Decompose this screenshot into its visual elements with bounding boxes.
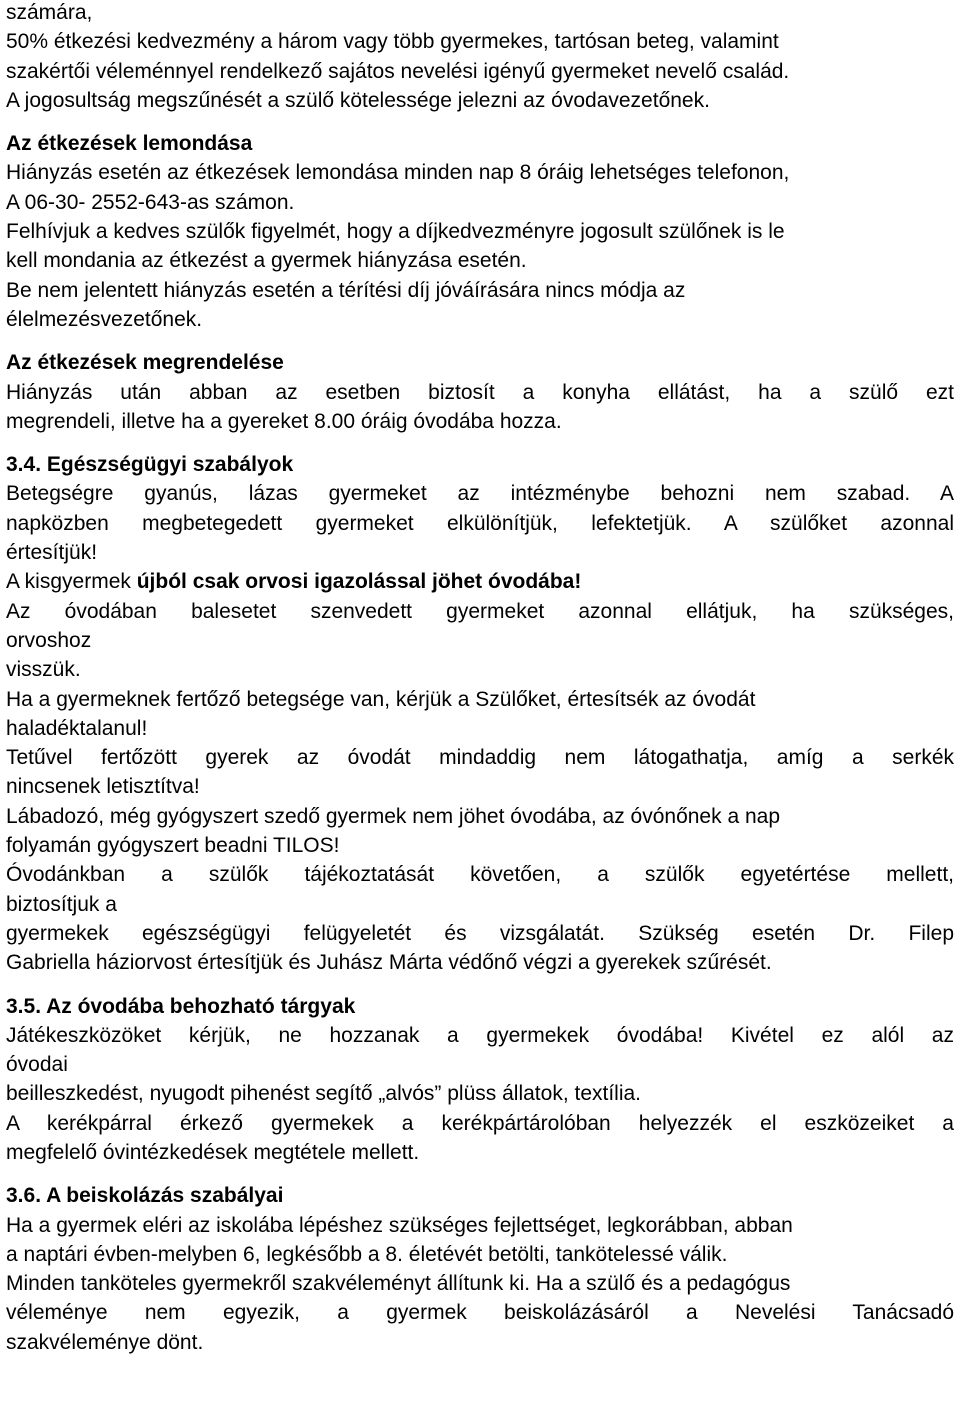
text-line: Az óvodában balesetet szenvedett gyermeket azonnal ellátjuk, ha szükséges, bbox=[6, 599, 954, 623]
text-line: számára, bbox=[6, 1, 93, 24]
spacer bbox=[6, 436, 954, 450]
text-line: Ha a gyermeknek fertőző betegsége van, kérjük a Szülőket, értesítsék az óvodát bbox=[6, 687, 756, 711]
text-line: Be nem jelentett hiányzás esetén a térítési díj jóváírására nincs módja az bbox=[6, 278, 686, 302]
emphasis-text: újból csak orvosi igazolással jöhet óvodába! bbox=[136, 570, 582, 594]
text-line: értesítjük! bbox=[6, 541, 98, 565]
heading-allowed-items: 3.5. Az óvodába behozható tárgyak bbox=[6, 994, 356, 1018]
text-line: Hiányzás esetén az étkezések lemondása minden nap 8 óráig lehetséges telefonon, bbox=[6, 161, 790, 185]
text-line: Minden tanköteles gyermekről szakvéleményt állítunk ki. Ha a szülő és a pedagógus bbox=[6, 1272, 791, 1296]
text-line: megrendeli, illetve ha a gyereket 8.00 óráig óvodába hozza. bbox=[6, 409, 562, 433]
text-line: haladéktalanul! bbox=[6, 716, 148, 740]
heading-school-enrollment: 3.6. A beiskolázás szabályai bbox=[6, 1184, 284, 1208]
text-line: gyermekek egészségügyi felügyeletét és vizsgálatát. Szükség esetén Dr. Filep bbox=[6, 921, 954, 945]
text-line: szakvéleménye dönt. bbox=[6, 1330, 204, 1354]
text-line: Lábadozó, még gyógyszert szedő gyermek nem jöhet óvodába, az óvónőnek a nap bbox=[6, 804, 780, 828]
heading-meal-ordering: Az étkezések megrendelése bbox=[6, 351, 284, 375]
text-line: Óvodánkban a szülők tájékoztatását követően, a szülők egyetértése mellett, bbox=[6, 863, 954, 887]
spacer bbox=[6, 115, 954, 129]
text-line: A kerékpárral érkező gyermekek a kerékpártárolóban helyezzék el eszközeiket a bbox=[6, 1111, 954, 1135]
spacer bbox=[6, 334, 954, 348]
text-line: megfelelő óvintézkedések megtétele mellett. bbox=[6, 1140, 420, 1164]
text-line-mixed bbox=[6, 567, 954, 596]
text-line: beilleszkedést, nyugodt pihenést segítő „alvós” plüss állatok, textília. bbox=[6, 1082, 642, 1106]
text-line: Tetűvel fertőzött gyerek az óvodát mindaddig nem látogathatja, amíg a serkék bbox=[6, 746, 954, 770]
text-line: szakértői véleménnyel rendelkező sajátos nevelési igényű gyermeket nevelő család. bbox=[6, 59, 790, 83]
text-line: a naptári évben-melyben 6, legkésőbb a 8. életévét betölti, tankötelessé válik. bbox=[6, 1242, 728, 1266]
text-line: Felhívjuk a kedves szülők figyelmét, hogy a díjkedvezményre jogosult szülőnek is le bbox=[6, 220, 785, 244]
text-line: Hiányzás után abban az esetben biztosít a konyha ellátást, ha a szülő ezt bbox=[6, 380, 954, 404]
text-line: óvodai bbox=[6, 1053, 68, 1077]
text-line: orvoshoz bbox=[6, 628, 92, 652]
heading-health-rules: 3.4. Egészségügyi szabályok bbox=[6, 453, 294, 477]
text-line: A jogosultság megszűnését a szülő kötelessége jelezni az óvodavezetőnek. bbox=[6, 88, 710, 112]
text-line: élelmezésvezetőnek. bbox=[6, 307, 203, 331]
text-run: A kisgyermek bbox=[6, 570, 137, 594]
spacer bbox=[6, 978, 954, 992]
spacer bbox=[6, 1167, 954, 1181]
text-line: Ha a gyermek eléri az iskolába lépéshez szükséges fejlettséget, legkorábban, abban bbox=[6, 1213, 793, 1237]
text-line: A 06-30- 2552-643-as számon. bbox=[6, 190, 295, 214]
text-line: véleménye nem egyezik, a gyermek beiskolázásáról a Nevelési Tanácsadó bbox=[6, 1301, 954, 1325]
text-line: folyamán gyógyszert beadni TILOS! bbox=[6, 834, 340, 858]
text-line: 50% étkezési kedvezmény a három vagy több gyermekes, tartósan beteg, valamint bbox=[6, 30, 779, 54]
text-line: biztosítjuk a bbox=[6, 892, 117, 916]
text-line: Játékeszközöket kérjük, ne hozzanak a gyermekek óvodába! Kivétel ez alól az bbox=[6, 1023, 954, 1047]
text-line: Betegségre gyanús, lázas gyermeket az intézménybe behozni nem szabad. A bbox=[6, 482, 954, 506]
text-line: visszük. bbox=[6, 658, 81, 682]
text-line: napközben megbetegedett gyermeket elkülönítjük, lefektetjük. A szülőket azonnal bbox=[6, 511, 954, 535]
text-line: nincsenek letisztítva! bbox=[6, 775, 200, 799]
text-line: kell mondania az étkezést a gyermek hiányzása esetén. bbox=[6, 249, 527, 273]
heading-meal-cancellation: Az étkezések lemondása bbox=[6, 132, 253, 156]
text-line: Gabriella háziorvost értesítjük és Juhász Márta védőnő végzi a gyerekek szűrését. bbox=[6, 951, 772, 975]
